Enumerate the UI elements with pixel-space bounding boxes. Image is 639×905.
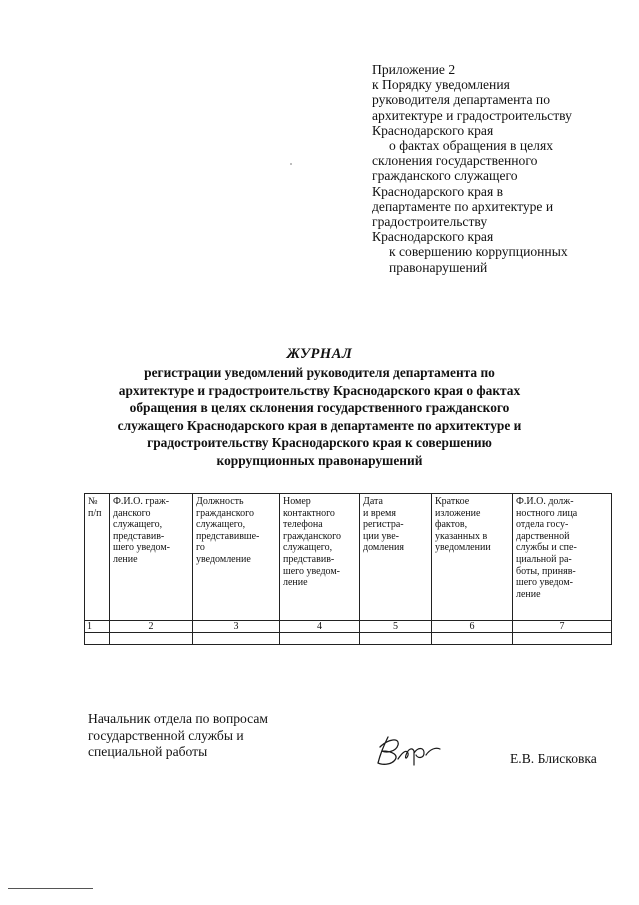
header-line: уведомление bbox=[196, 553, 251, 565]
signatory-position-line: государственной службы и bbox=[88, 727, 244, 743]
table-cell bbox=[280, 633, 360, 645]
journal-subtitle-line: регистрации уведомлений руководителя департамента по bbox=[144, 365, 495, 380]
journal-title: ЖУРНАЛ bbox=[286, 346, 353, 362]
table-cell bbox=[193, 633, 280, 645]
appendix-line: о фактах обращения в целях bbox=[389, 138, 554, 154]
header-line: контактного bbox=[283, 507, 335, 519]
header-line: п/п bbox=[88, 507, 102, 519]
column-header-summary bbox=[432, 494, 513, 621]
header-line: циальной ра- bbox=[516, 553, 572, 565]
appendix-line: к совершению коррупционных bbox=[389, 244, 568, 260]
table-cell bbox=[360, 633, 432, 645]
appendix-line: Краснодарского края в bbox=[372, 183, 504, 199]
table-cell bbox=[432, 633, 513, 645]
header-line: Краткое bbox=[435, 496, 470, 507]
header-line: ление bbox=[113, 553, 138, 565]
header-line: ции уве- bbox=[363, 530, 399, 542]
column-number: 3 bbox=[193, 621, 280, 633]
header-line: служащего, bbox=[113, 519, 163, 531]
header-line: дарственной bbox=[516, 530, 570, 542]
signatory-name: Е.В. Блисковка bbox=[510, 751, 597, 766]
header-line: регистра- bbox=[363, 519, 404, 531]
signatory-position-line: Начальник отдела по вопросам bbox=[88, 711, 269, 726]
scan-speck bbox=[290, 163, 292, 165]
column-header-employee-name bbox=[110, 494, 193, 621]
appendix-line: склонения государственного bbox=[372, 153, 538, 169]
appendix-line: Приложение 2 bbox=[372, 62, 456, 77]
header-line: гражданского bbox=[196, 507, 254, 519]
header-line: го bbox=[196, 542, 205, 554]
column-number: 6 bbox=[432, 621, 513, 633]
header-line: ление bbox=[283, 577, 308, 589]
journal-subtitle-line: обращения в целях склонения государственного гражданского bbox=[129, 400, 510, 416]
appendix-line: департаменте по архитектуре и bbox=[372, 198, 554, 214]
journal-subtitle bbox=[0, 364, 639, 470]
column-number: 7 bbox=[513, 621, 612, 633]
header-line: Ф.И.О. долж- bbox=[516, 496, 574, 507]
journal-subtitle-line: градостроительству Краснодарского края к совершению bbox=[147, 435, 492, 451]
column-header-official bbox=[513, 494, 612, 621]
header-line: представив- bbox=[283, 553, 335, 565]
appendix-line: Краснодарского края bbox=[372, 229, 494, 245]
column-number: 5 bbox=[360, 621, 432, 633]
appendix-line: градостроительству bbox=[372, 214, 488, 230]
appendix-line: гражданского служащего bbox=[372, 168, 518, 184]
table-header-row bbox=[85, 494, 612, 621]
signatory-position-line: специальной работы bbox=[88, 744, 208, 759]
header-line: изложение bbox=[435, 507, 481, 519]
header-line: шего уведом- bbox=[283, 565, 341, 577]
header-line: Должность bbox=[196, 496, 244, 507]
column-header-position bbox=[193, 494, 280, 621]
header-line: и время bbox=[363, 507, 396, 519]
header-line: ление bbox=[516, 588, 541, 600]
header-line: Ф.И.О. граж- bbox=[113, 496, 170, 507]
handwritten-signature bbox=[370, 725, 450, 775]
journal-subtitle-line: коррупционных правонарушений bbox=[216, 452, 423, 468]
header-line: № bbox=[88, 496, 98, 507]
table-number-row bbox=[85, 621, 612, 633]
header-line: шего уведом- bbox=[113, 542, 171, 554]
appendix-line: правонарушений bbox=[389, 259, 488, 275]
header-line: телефона bbox=[283, 519, 323, 531]
signatory-position bbox=[88, 711, 328, 761]
table-empty-row bbox=[85, 633, 612, 645]
header-line: домления bbox=[363, 542, 404, 554]
appendix-line: руководителя департамента по bbox=[372, 92, 550, 108]
header-line: отдела госу- bbox=[516, 519, 569, 531]
appendix-line: к Порядку уведомления bbox=[372, 77, 510, 93]
header-line: гражданского bbox=[283, 530, 341, 542]
header-line: служащего, bbox=[283, 542, 333, 554]
appendix-line: Краснодарского края bbox=[372, 122, 494, 138]
table-cell bbox=[513, 633, 612, 645]
header-line: шего уведом- bbox=[516, 577, 574, 589]
header-line: боты, приняв- bbox=[516, 565, 576, 577]
column-header-registration-date bbox=[360, 494, 432, 621]
column-header-number bbox=[85, 494, 110, 621]
appendix-block bbox=[372, 62, 622, 275]
header-line: представивше- bbox=[196, 530, 260, 542]
table-cell bbox=[110, 633, 193, 645]
header-line: указанных в bbox=[435, 530, 488, 542]
column-number: 1 bbox=[85, 621, 110, 633]
header-line: службы и спе- bbox=[516, 542, 577, 554]
header-line: Номер bbox=[283, 496, 311, 507]
header-line: фактов, bbox=[435, 519, 468, 531]
header-line: ностного лица bbox=[516, 507, 578, 519]
header-line: уведомлении bbox=[435, 542, 491, 554]
footer-divider bbox=[8, 888, 93, 889]
column-number: 4 bbox=[280, 621, 360, 633]
appendix-line: архитектуре и градостроительству bbox=[372, 107, 572, 123]
column-number: 2 bbox=[110, 621, 193, 633]
table-cell bbox=[85, 633, 110, 645]
header-line: Дата bbox=[363, 496, 383, 507]
header-line: представив- bbox=[113, 530, 165, 542]
journal-subtitle-line: служащего Краснодарского края в департаменте по архитектуре и bbox=[117, 417, 522, 433]
journal-subtitle-line: архитектуре и градостроительству Краснодарского края о фактах bbox=[118, 382, 521, 398]
column-header-phone bbox=[280, 494, 360, 621]
registration-table bbox=[84, 493, 612, 645]
header-line: служащего, bbox=[196, 519, 246, 531]
header-line: данского bbox=[113, 507, 151, 519]
